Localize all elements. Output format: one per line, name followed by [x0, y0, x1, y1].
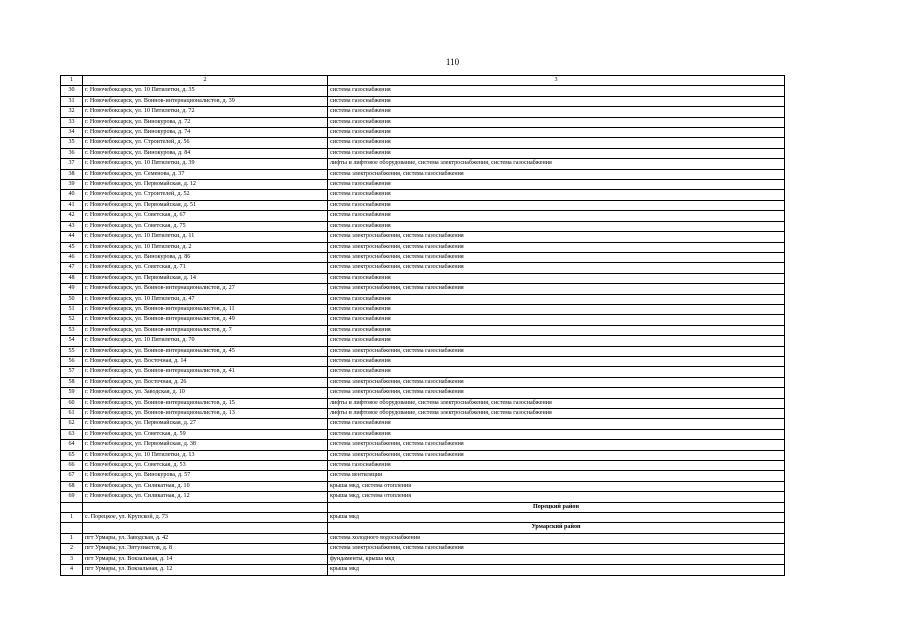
work-type-cell: система электроснабжения, система газоснабжения [328, 440, 785, 450]
row-number: 42 [61, 211, 83, 221]
address-cell: г. Новочебоксарск, ул. Винокурова, д. 57 [83, 471, 328, 481]
table-row [61, 304, 785, 314]
row-number: 49 [61, 284, 83, 294]
row-number: 66 [61, 461, 83, 471]
work-type-cell: система электроснабжения, система газоснабжения [328, 450, 785, 460]
address-cell: г. Новочебоксарск, ул. Первомайская, д. 38 [83, 440, 328, 450]
row-number: 57 [61, 367, 83, 377]
row-number: 41 [61, 200, 83, 210]
row-number: 44 [61, 232, 83, 242]
row-number: 46 [61, 252, 83, 262]
address-cell: г. Новочебоксарск, ул. 10 Пятилетки, д. 47 [83, 294, 328, 304]
row-number: 39 [61, 180, 83, 190]
work-type-cell: система газоснабжения [328, 367, 785, 377]
section-header-row [61, 523, 785, 533]
address-cell: г. Новочебоксарск, ул. Восточная, д. 26 [83, 377, 328, 387]
table-row [61, 388, 785, 398]
work-type-cell: система газоснабжения [328, 138, 785, 148]
table-row [61, 138, 785, 148]
address-cell: г. Новочебоксарск, ул. Воинов-интернационалистов, д. 11 [83, 304, 328, 314]
section-blank-cell [61, 523, 83, 533]
work-type-cell: система газоснабжения [328, 200, 785, 210]
address-cell: г. Новочебоксарск, ул. Силикатная, д. 10 [83, 481, 328, 491]
address-cell: г. Новочебоксарск, ул. Первомайская, д. 27 [83, 419, 328, 429]
row-number: 64 [61, 440, 83, 450]
table-row [61, 346, 785, 356]
address-cell: г. Новочебоксарск, ул. Винокурова, д. 74 [83, 128, 328, 138]
work-type-cell: крыша мкд [328, 513, 785, 523]
row-number: 52 [61, 315, 83, 325]
address-cell: г. Новочебоксарск, ул. 10 Пятилетки, д. 39 [83, 159, 328, 169]
work-type-cell: система газоснабжения [328, 86, 785, 96]
table-row [61, 315, 785, 325]
table-row [61, 481, 785, 491]
row-number: 61 [61, 409, 83, 419]
table-row [61, 461, 785, 471]
row-number: 48 [61, 273, 83, 283]
work-type-cell: система газоснабжения [328, 461, 785, 471]
work-type-cell: система газоснабжения [328, 325, 785, 335]
address-cell: г. Новочебоксарск, ул. Восточная, д. 14 [83, 356, 328, 366]
address-cell: г. Новочебоксарск, ул. Первомайская, д. 12 [83, 180, 328, 190]
work-type-cell: система газоснабжения [328, 107, 785, 117]
table-row [61, 232, 785, 242]
table-row [61, 544, 785, 554]
table-row [61, 419, 785, 429]
table-row [61, 554, 785, 564]
address-cell: г. Новочебоксарск, ул. Воинов-интернационалистов, д. 41 [83, 367, 328, 377]
address-cell: г. Новочебоксарск, ул. Советская, д. 75 [83, 221, 328, 231]
row-number: 69 [61, 492, 83, 502]
address-cell: г. Новочебоксарск, ул. Советская, д. 71 [83, 263, 328, 273]
row-number: 31 [61, 96, 83, 106]
row-number: 1 [61, 533, 83, 543]
table-row [61, 96, 785, 106]
address-cell: пгт Урмары, ул. Вокзальная, д. 12 [83, 565, 328, 575]
work-type-cell: лифты и лифтовое оборудование, система электроснабжения, система газоснабжения [328, 409, 785, 419]
row-number: 40 [61, 190, 83, 200]
work-type-cell: система газоснабжения [328, 304, 785, 314]
work-type-cell: система электроснабжения, система газоснабжения [328, 346, 785, 356]
row-number: 36 [61, 148, 83, 158]
work-type-cell: система газоснабжения [328, 180, 785, 190]
row-number: 53 [61, 325, 83, 335]
row-number: 47 [61, 263, 83, 273]
row-number: 56 [61, 356, 83, 366]
address-cell: г. Новочебоксарск, ул. Воинов-интернационалистов, д. 27 [83, 284, 328, 294]
registry-table-body [61, 76, 785, 576]
row-number: 1 [61, 513, 83, 523]
address-cell: г. Новочебоксарск, ул. 10 Пятилетки, д. 2 [83, 242, 328, 252]
table-row [61, 242, 785, 252]
column-number-2: 2 [83, 76, 328, 86]
work-type-cell: лифты и лифтовое оборудование, система электроснабжения, система газоснабжения [328, 398, 785, 408]
work-type-cell: система газоснабжения [328, 429, 785, 439]
work-type-cell: система электроснабжения, система газоснабжения [328, 252, 785, 262]
table-row [61, 190, 785, 200]
work-type-cell: лифты и лифтовое оборудование, система электроснабжения, система газоснабжения [328, 159, 785, 169]
work-type-cell: система газоснабжения [328, 190, 785, 200]
row-number: 4 [61, 565, 83, 575]
table-row [61, 200, 785, 210]
work-type-cell: система электроснабжения, система газоснабжения [328, 544, 785, 554]
work-type-cell: система холодного водоснабжения [328, 533, 785, 543]
row-number: 33 [61, 117, 83, 127]
row-number: 3 [61, 554, 83, 564]
work-type-cell: система газоснабжения [328, 294, 785, 304]
work-type-cell: система газоснабжения [328, 211, 785, 221]
section-blank-cell [83, 523, 328, 533]
address-cell: г. Новочебоксарск, ул. Строителей, д. 52 [83, 190, 328, 200]
address-cell: г. Новочебоксарск, ул. Воинов-интернационалистов, д. 39 [83, 96, 328, 106]
address-cell: г. Новочебоксарск, ул. Строителей, д. 56 [83, 138, 328, 148]
address-cell: г. Новочебоксарск, ул. Заводская, д. 10 [83, 388, 328, 398]
table-row [61, 533, 785, 543]
row-number: 62 [61, 419, 83, 429]
row-number: 35 [61, 138, 83, 148]
table-row [61, 284, 785, 294]
address-cell: г. Новочебоксарск, ул. 10 Пятилетки, д. 11 [83, 232, 328, 242]
table-row [61, 117, 785, 127]
table-row [61, 252, 785, 262]
table-row [61, 86, 785, 96]
table-row [61, 398, 785, 408]
row-number: 37 [61, 159, 83, 169]
table-header-row [61, 76, 785, 86]
work-type-cell: система вентиляции [328, 471, 785, 481]
address-cell: г. Новочебоксарск, ул. Винокурова, д. 86 [83, 252, 328, 262]
address-cell: пгт Урмары, ул. Вокзальная, д. 14 [83, 554, 328, 564]
row-number: 59 [61, 388, 83, 398]
work-type-cell: система электроснабжения, система газоснабжения [328, 377, 785, 387]
address-cell: г. Новочебоксарск, ул. Воинов-интернационалистов, д. 7 [83, 325, 328, 335]
table-row [61, 169, 785, 179]
table-row [61, 128, 785, 138]
work-type-cell: система электроснабжения, система газоснабжения [328, 169, 785, 179]
address-cell: г. Новочебоксарск, ул. Советская, д. 67 [83, 211, 328, 221]
table-row [61, 336, 785, 346]
table-row [61, 148, 785, 158]
row-number: 50 [61, 294, 83, 304]
work-type-cell: система газоснабжения [328, 117, 785, 127]
section-blank-cell [61, 502, 83, 512]
table-row [61, 565, 785, 575]
table-row [61, 409, 785, 419]
table-row [61, 450, 785, 460]
table-row [61, 211, 785, 221]
address-cell: г. Новочебоксарск, ул. 10 Пятилетки, д. 13 [83, 450, 328, 460]
section-blank-cell [83, 502, 328, 512]
row-number: 34 [61, 128, 83, 138]
address-cell: г. Новочебоксарск, ул. Винокурова, д. 72 [83, 117, 328, 127]
work-type-cell: система газоснабжения [328, 96, 785, 106]
table-row [61, 273, 785, 283]
table-row [61, 492, 785, 502]
work-type-cell: система электроснабжения, система газоснабжения [328, 263, 785, 273]
work-type-cell: система газоснабжения [328, 148, 785, 158]
address-cell: г. Новочебоксарск, ул. Силикатная, д. 12 [83, 492, 328, 502]
row-number: 58 [61, 377, 83, 387]
work-type-cell: крыша мкд, система отопления [328, 492, 785, 502]
work-type-cell: система газоснабжения [328, 273, 785, 283]
address-cell: г. Новочебоксарск, ул. 10 Пятилетки, д. 35 [83, 86, 328, 96]
work-type-cell: система электроснабжения, система газоснабжения [328, 232, 785, 242]
address-cell: с. Порецкое, ул. Крупской, д. 73 [83, 513, 328, 523]
work-type-cell: система газоснабжения [328, 315, 785, 325]
row-number: 68 [61, 481, 83, 491]
table-row [61, 180, 785, 190]
address-cell: г. Новочебоксарск, ул. Винокурова, д. 84 [83, 148, 328, 158]
page-number: 110 [445, 57, 460, 67]
table-row [61, 356, 785, 366]
row-number: 45 [61, 242, 83, 252]
work-type-cell: система газоснабжения [328, 128, 785, 138]
address-cell: г. Новочебоксарск, ул. Воинов-интернационалистов, д. 15 [83, 398, 328, 408]
column-number-3: 3 [328, 76, 785, 86]
address-cell: г. Новочебоксарск, ул. Первомайская, д. 51 [83, 200, 328, 210]
address-cell: пгт Урмары, ул. Заводская, д. 42 [83, 533, 328, 543]
address-cell: г. Новочебоксарск, ул. Семенова, д. 37 [83, 169, 328, 179]
work-type-cell: система электроснабжения, система газоснабжения [328, 284, 785, 294]
work-type-cell: система газоснабжения [328, 419, 785, 429]
row-number: 67 [61, 471, 83, 481]
table-row [61, 221, 785, 231]
table-row [61, 367, 785, 377]
table-row [61, 377, 785, 387]
row-number: 30 [61, 86, 83, 96]
registry-table [60, 75, 785, 576]
row-number: 2 [61, 544, 83, 554]
work-type-cell: система газоснабжения [328, 221, 785, 231]
address-cell: г. Новочебоксарск, ул. Воинов-интернационалистов, д. 49 [83, 315, 328, 325]
section-header-row [61, 502, 785, 512]
section-title: Порецкий район [328, 502, 785, 512]
work-type-cell: система газоснабжения [328, 336, 785, 346]
table-row [61, 294, 785, 304]
table-row [61, 107, 785, 117]
address-cell: г. Новочебоксарск, ул. 10 Пятилетки, д. 72 [83, 107, 328, 117]
table-row [61, 440, 785, 450]
address-cell: г. Новочебоксарск, ул. Воинов-интернационалистов, д. 13 [83, 409, 328, 419]
address-cell: пгт Урмары, ул. Энтузиастов, д. 8 [83, 544, 328, 554]
work-type-cell: система газоснабжения [328, 356, 785, 366]
row-number: 65 [61, 450, 83, 460]
work-type-cell: система электроснабжения, система газоснабжения [328, 242, 785, 252]
table-row [61, 513, 785, 523]
row-number: 38 [61, 169, 83, 179]
table-row [61, 159, 785, 169]
work-type-cell: крыша мкд [328, 565, 785, 575]
address-cell: г. Новочебоксарск, ул. Первомайская, д. 14 [83, 273, 328, 283]
row-number: 32 [61, 107, 83, 117]
work-type-cell: фундаменты, крыша мкд [328, 554, 785, 564]
row-number: 43 [61, 221, 83, 231]
address-cell: г. Новочебоксарск, ул. Воинов-интернационалистов, д. 45 [83, 346, 328, 356]
work-type-cell: крыша мкд, система отопления [328, 481, 785, 491]
table-row [61, 325, 785, 335]
row-number: 55 [61, 346, 83, 356]
work-type-cell: система электроснабжения, система газоснабжения [328, 388, 785, 398]
address-cell: г. Новочебоксарск, ул. 10 Пятилетки, д. 70 [83, 336, 328, 346]
row-number: 63 [61, 429, 83, 439]
row-number: 51 [61, 304, 83, 314]
table-row [61, 471, 785, 481]
table-row [61, 429, 785, 439]
address-cell: г. Новочебоксарск, ул. Советская, д. 53 [83, 461, 328, 471]
row-number: 60 [61, 398, 83, 408]
column-number-1: 1 [61, 76, 83, 86]
table-row [61, 263, 785, 273]
section-title: Урмарский район [328, 523, 785, 533]
address-cell: г. Новочебоксарск, ул. Советская, д. 59 [83, 429, 328, 439]
row-number: 54 [61, 336, 83, 346]
